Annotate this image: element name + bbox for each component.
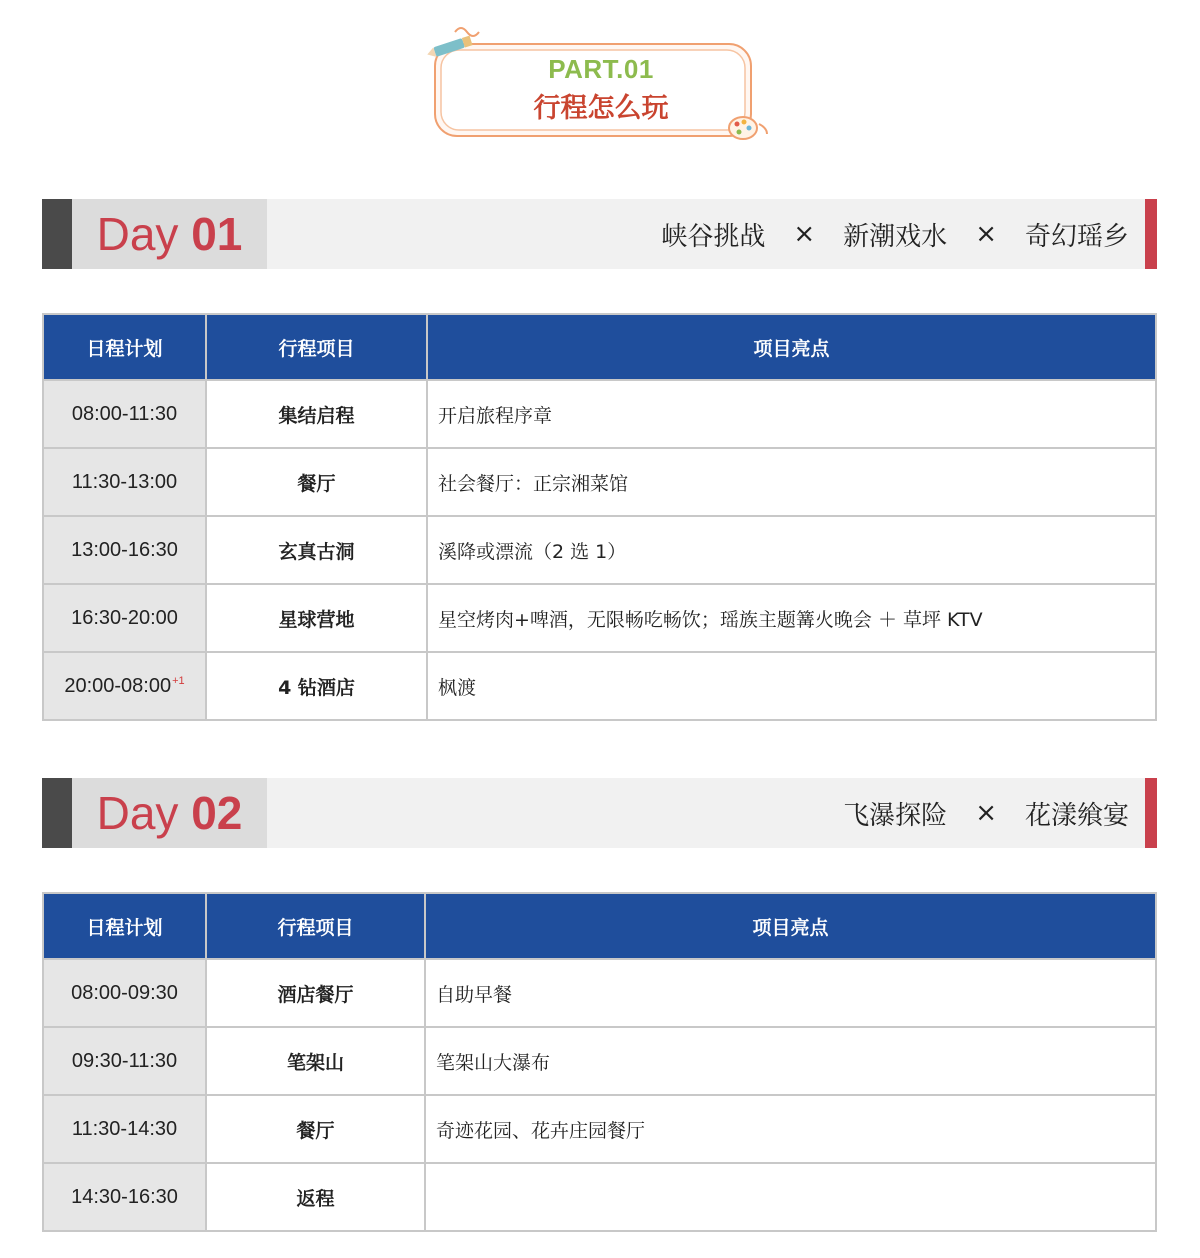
banner-dark-bar [42, 778, 72, 848]
table-row [43, 1027, 1156, 1095]
table-row [43, 959, 1156, 1027]
banner-red-bar [1145, 778, 1157, 848]
times-icon: × [975, 219, 997, 249]
day-label: Day 02 [96, 787, 243, 839]
part-title: 行程怎么玩 [533, 93, 669, 124]
table-row [43, 380, 1156, 448]
column-header: 行程项目 [206, 893, 425, 959]
table-row [43, 516, 1156, 584]
time-cell: 09:30-11:30 [43, 1027, 206, 1095]
day-01-schedule-table [42, 313, 1157, 721]
item-cell: 返程 [206, 1163, 425, 1231]
item-cell: 餐厅 [206, 448, 427, 516]
time-cell: $20:00-08:00^{+1}$ [43, 652, 206, 720]
desc-cell: 开启旅程序章 [427, 380, 1156, 448]
day-themes [661, 199, 1129, 269]
item-cell: 酒店餐厅 [206, 959, 425, 1027]
time-cell: 14:30-16:30 [43, 1163, 206, 1231]
column-header: 项目亮点 [427, 314, 1156, 380]
desc-cell: 笔架山大瀑布 [425, 1027, 1156, 1095]
theme-item: 飞瀑探险 [843, 800, 948, 831]
item-cell: 集结启程 [206, 380, 427, 448]
table-row [43, 584, 1156, 652]
day-label-box [72, 199, 267, 269]
time-cell: 13:00-16:30 [43, 516, 206, 584]
item-cell: 4 钻酒店 [206, 652, 427, 720]
theme-item: 新潮戏水 [843, 221, 948, 252]
day-01-banner [42, 199, 1157, 269]
table-row [43, 1095, 1156, 1163]
day-02-banner [42, 778, 1157, 848]
column-header: 项目亮点 [425, 893, 1156, 959]
table-row [43, 448, 1156, 516]
item-cell: 玄真古洞 [206, 516, 427, 584]
item-cell: 笔架山 [206, 1027, 425, 1095]
time-cell: 11:30-13:00 [43, 448, 206, 516]
day-label: Day 01 [96, 208, 243, 260]
day-themes [843, 778, 1129, 848]
desc-cell: 溪降或漂流（2 选 1） [427, 516, 1156, 584]
desc-cell: 星空烤肉+啤酒，无限畅吃畅饮；瑶族主题篝火晚会 ＋ 草坪 KTV [427, 584, 1156, 652]
theme-item: 奇幻瑶乡 [1024, 221, 1129, 252]
column-header: 日程计划 [43, 893, 206, 959]
next-day-marker: +1 [172, 674, 185, 687]
day-label-box [72, 778, 267, 848]
times-icon: × [793, 219, 816, 249]
time-cell: 08:00-11:30 [43, 380, 206, 448]
part-badge [425, 24, 777, 144]
table-header-row [43, 893, 1156, 959]
column-header: 日程计划 [43, 314, 206, 380]
time-cell: 16:30-20:00 [43, 584, 206, 652]
desc-cell: 枫渡 [427, 652, 1156, 720]
day-02-schedule-table [42, 892, 1157, 1232]
banner-dark-bar [42, 199, 72, 269]
part-label: PART.01 [548, 54, 654, 84]
time-cell: 11:30-14:30 [43, 1095, 206, 1163]
item-cell: 餐厅 [206, 1095, 425, 1163]
desc-cell: 奇迹花园、花卉庄园餐厅 [425, 1095, 1156, 1163]
time-cell: 08:00-09:30 [43, 959, 206, 1027]
desc-cell [425, 1163, 1156, 1231]
table-row [43, 652, 1156, 720]
table-row [43, 1163, 1156, 1231]
desc-cell: 自助早餐 [425, 959, 1156, 1027]
column-header: 行程项目 [206, 314, 427, 380]
table-header-row [43, 314, 1156, 380]
banner-red-bar [1145, 199, 1157, 269]
desc-cell: 社会餐厅：正宗湘菜馆 [427, 448, 1156, 516]
item-cell: 星球营地 [206, 584, 427, 652]
times-icon: × [975, 798, 997, 828]
theme-item: 峡谷挑战 [661, 221, 766, 252]
theme-item: 花漾飨宴 [1024, 800, 1129, 831]
